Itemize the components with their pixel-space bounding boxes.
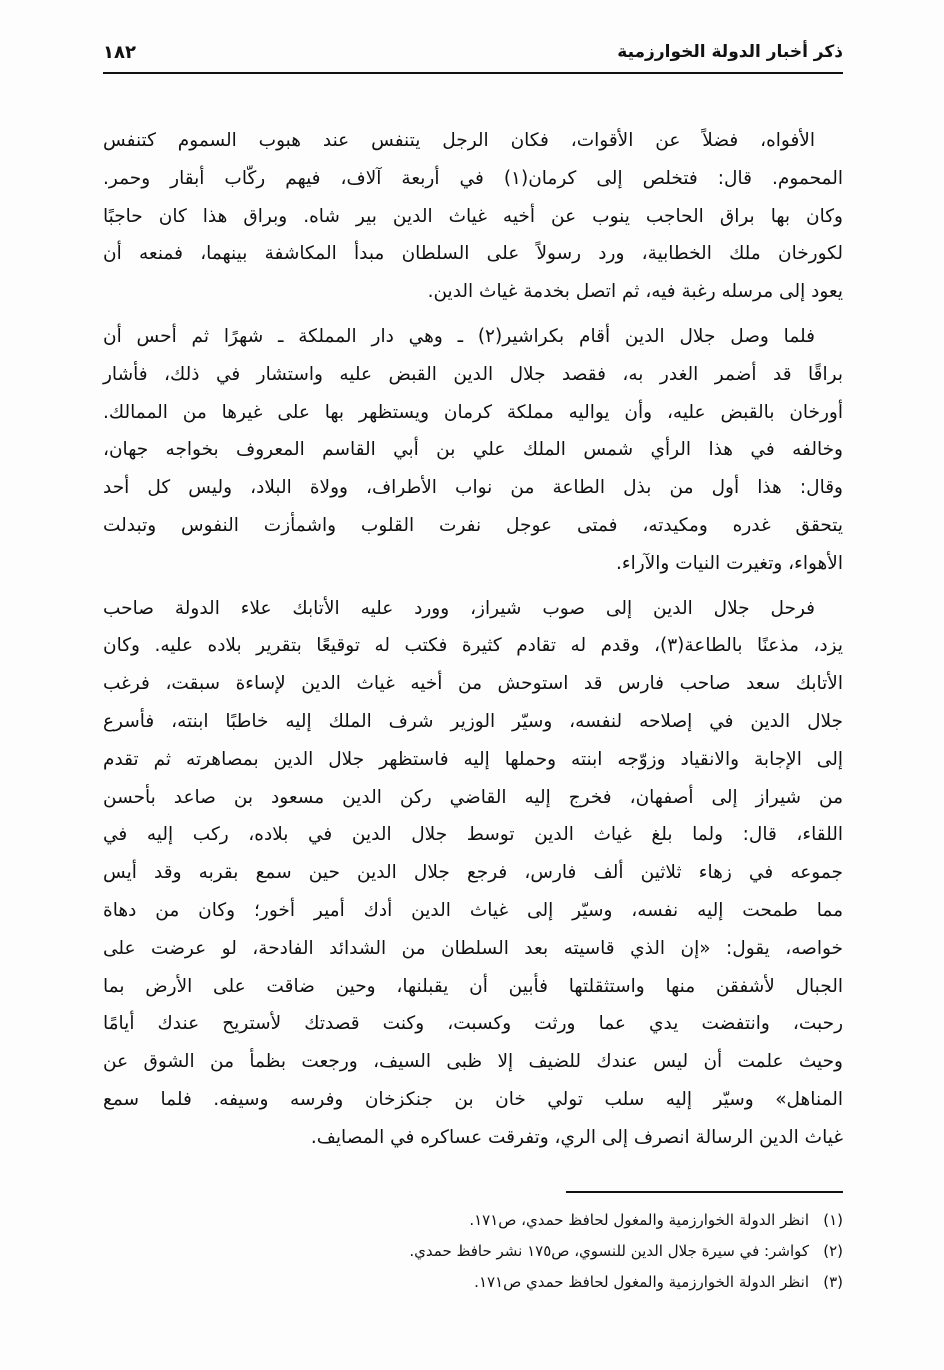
page-number: ١٨٢ [103, 42, 136, 63]
text-line: غياث الدين الرسالة انصرف إلى الري، وتفرقت عساكره في المصايف. [310, 1126, 843, 1148]
footnote-text: انظر الدولة الخوارزمية والمغول لحافظ حمدي، ص١٧١. [469, 1211, 809, 1229]
text-line: من شيراز إلى أصفهان، فخرج إليه القاضي ركن الدين مسعود بن صاعد بأحسن [103, 786, 843, 808]
text-line: إلى الإجابة والانقياد وزوّجه ابنته وحملها إليه فاستظهر جلال الدين بمصاهرته ثم تقدم [103, 748, 843, 770]
text-line: وقال: هذا أول من بذل الطاعة من نواب الأطراف، وولاة البلاد، وليس كل أحد [103, 477, 843, 499]
footnote [103, 1236, 843, 1267]
text-line: رحبت، وانتفضت يدي عما ورثت وكسبت، وكنت قصدتك لأستريح عندك أيامًا [103, 1013, 843, 1035]
footnote-number: (٣) [823, 1273, 843, 1291]
text-line: وحيث علمت أن ليس عندك للضيف إلا ظبى السيف، ورجعت بظمأ من الشوق عن [103, 1051, 843, 1073]
text-line: المناهل» وسيّر إليه سلب تولي خان بن جنكزخان وفرسه وسيفه. فلما سمع [103, 1088, 843, 1110]
paragraph [103, 590, 843, 1157]
footnote-divider [566, 1191, 843, 1193]
footnotes [103, 1205, 843, 1298]
text-line: يزد، مذعنًا بالطاعة(٣)، وقدم له تقادم كثيرة فكتب له توقيعًا بتقرير بلاده عليه. وكان [103, 635, 843, 657]
text-line: الأفواه، فضلاً عن الأقوات، فكان الرجل يتنفس عند هبوب السموم كتنفس [103, 130, 815, 151]
footnote-text: كواشر: في سيرة جلال الدين للنسوي، ص١٧٥ نشر حافظ حمدي. [409, 1242, 809, 1260]
text-line: لكورخان ملك الخطابية، ورد رسولاً على السلطان مبدأ المكاشفة بينهما، فمنعه أن [103, 243, 843, 265]
text-line: الأتابك سعد صاحب فارس قد استوحش من أخيه غياث الدين لإساءة سبقت، فرغب [103, 673, 843, 695]
main-text [103, 122, 843, 1157]
footnote-text: انظر الدولة الخوارزمية والمغول لحافظ حمدي ص١٧١. [474, 1273, 809, 1291]
footnote [103, 1205, 843, 1236]
chapter-title: ذكر أخبار الدولة الخوارزمية [617, 42, 843, 62]
text-line: الجبال لأشفقن منها واستثقلتها فأبين أن يقبلنها، وحين ضاقت على الأرض بما [103, 975, 843, 997]
text-line: جلال الدين في إصلاحه لنفسه، وسيّر الوزير شرف الملك إليه خاطبًا ابنته، فأسرع [103, 710, 843, 732]
header-divider [103, 72, 843, 74]
text-line: جموعه في زهاء ثلاثين ألف فارس، فرجع جلال الدين حين سمع بقربه وقد أيس [103, 862, 843, 884]
text-line: يعود إلى مرسله رغبة فيه، ثم اتصل بخدمة غياث الدين. [427, 281, 843, 303]
footnote-number: (٢) [823, 1242, 843, 1260]
paragraph [103, 122, 843, 311]
text-line: وكان بها براق الحاجب ينوب عن أخيه غياث الدين بير شاه. وبراق هذا كان حاجبًا [103, 205, 843, 227]
text-line: فلما وصل جلال الدين أقام بكراشير(٢) ـ وهي دار المملكة ـ شهرًا ثم أحس أن [103, 325, 815, 347]
text-line: اللقاء، قال: ولما بلغ غياث الدين توسط جلال الدين في بلاده، ركب إليه في [103, 824, 843, 846]
text-line: وخالفه في هذا الرأي شمس الملك علي بن أبي القاسم المعروف بخواجه جهان، [103, 439, 843, 461]
text-line: يتحقق غدره ومكيدته، فمتى عوجل نفرت القلوب واشمأزت النفوس وتبدلت [103, 514, 843, 536]
footnote [103, 1267, 843, 1298]
running-header [103, 42, 843, 70]
text-line: فرحل جلال الدين إلى صوب شيراز، وورد عليه الأتابك علاء الدولة صاحب [103, 597, 815, 619]
paragraph [103, 318, 843, 583]
text-line: المحموم. قال: فتخلص إلى كرمان(١) في أربعة آلاف، فيهم ركّاب أبقار وحمر. [103, 167, 843, 189]
footnote-number: (١) [823, 1211, 843, 1229]
text-line: الأهواء، وتغيرت النيات والآراء. [616, 552, 843, 574]
text-line: براقًا قد أضمر الغدر به، فقصد جلال الدين القبض عليه واستشار في ذلك، فأشار [103, 363, 843, 385]
text-line: أورخان بالقبض عليه، وأن يواليه مملكة كرمان ويستظهر بها على غيرها من الممالك. [103, 401, 843, 423]
text-line: خواصه، يقول: «إن الذي قاسيته بعد السلطان من الشدائد الفادحة، لو عرضت على [103, 937, 843, 959]
text-line: مما طمحت إليه نفسه، وسيّر إلى غياث الدين أدك أمير أخور؛ وكان من دهاة [103, 899, 843, 921]
